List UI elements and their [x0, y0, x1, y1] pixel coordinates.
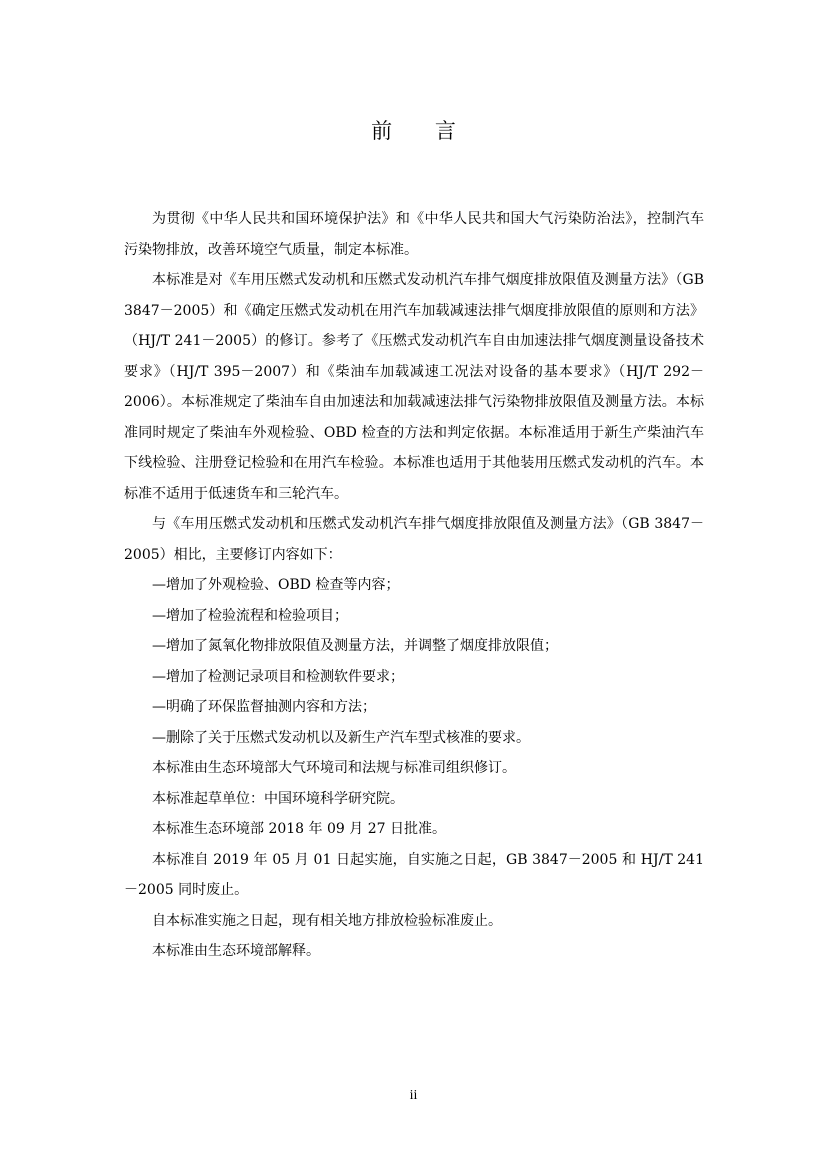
change-item-6: —删除了关于压燃式发动机以及新生产汽车型式核准的要求。 — [152, 729, 530, 746]
change-item-1: —增加了外观检验、OBD 检查等内容； — [152, 577, 400, 593]
paragraph-organizer: 本标准由生态环境部大气环境司和法规与标准司组织修订。 — [152, 760, 516, 776]
change-item-3: —增加了氮氧化物排放限值及测量方法，并调整了烟度排放限值； — [152, 638, 558, 654]
paragraph-drafting-unit: 本标准起草单位：中国环境科学研究院。 — [152, 790, 404, 807]
paragraph-approval: 本标准生态环境部 2018 年 09 月 27 日批准。 — [152, 821, 446, 837]
change-item-4: —增加了检测记录项目和检测软件要求； — [152, 668, 404, 685]
change-item-2: —增加了检验流程和检验项目； — [152, 607, 348, 624]
page-title: 前 言 — [371, 119, 474, 143]
paragraph-effective-date: 本标准自 2019 年 05 月 01 日起实施，自实施之日起，GB 3847－2005 和 HJ/T 241－2005 同时废止。 — [124, 851, 704, 898]
paragraph-interpretation: 本标准由生态环境部解释。 — [152, 943, 320, 959]
paragraph-local-standards: 自本标准实施之日起，现有相关地方排放检验标准废止。 — [152, 912, 502, 929]
paragraph-changes-intro: 与《车用压燃式发动机和压燃式发动机汽车排气烟度排放限值及测量方法》（GB 3847－2005）相比，主要修订内容如下： — [124, 516, 704, 563]
paragraph-purpose: 为贯彻《中华人民共和国环境保护法》和《中华人民共和国大气污染防治法》，控制汽车污染物排放，改善环境空气质量，制定本标准。 — [124, 211, 704, 258]
page-number: ii — [409, 1088, 418, 1103]
foreword-body — [124, 204, 704, 967]
paragraph-revision: 本标准是对《车用压燃式发动机和压燃式发动机汽车排气烟度排放限值及测量方法》（GB 3847－2005）和《确定压燃式发动机在用汽车加载减速法排气烟度排放限值的原则和方法》（HJ/T 241－2005）的修订。参考了《压燃式发动机汽车自由加速法排气烟度测量设备技术要求》（HJ/T 395－2007）和《柴油车加载减速工况法对设备的基本要求》（HJ/T 292－2006）。本标准规定了柴油车自由加速法和加载减速法排气污染物排放限值及测量方法。本标准同时规定了柴油车外观检验、OBD 检查的方法和判定依据。本标准适用于新生产柴油汽车下线检验、注册登记检验和在用汽车检验。本标准也适用于其他装用压燃式发动机的汽车。本标准不适用于低速货车和三轮汽车。 — [124, 272, 704, 502]
change-item-5: —明确了环保监督抽测内容和方法； — [152, 699, 376, 715]
